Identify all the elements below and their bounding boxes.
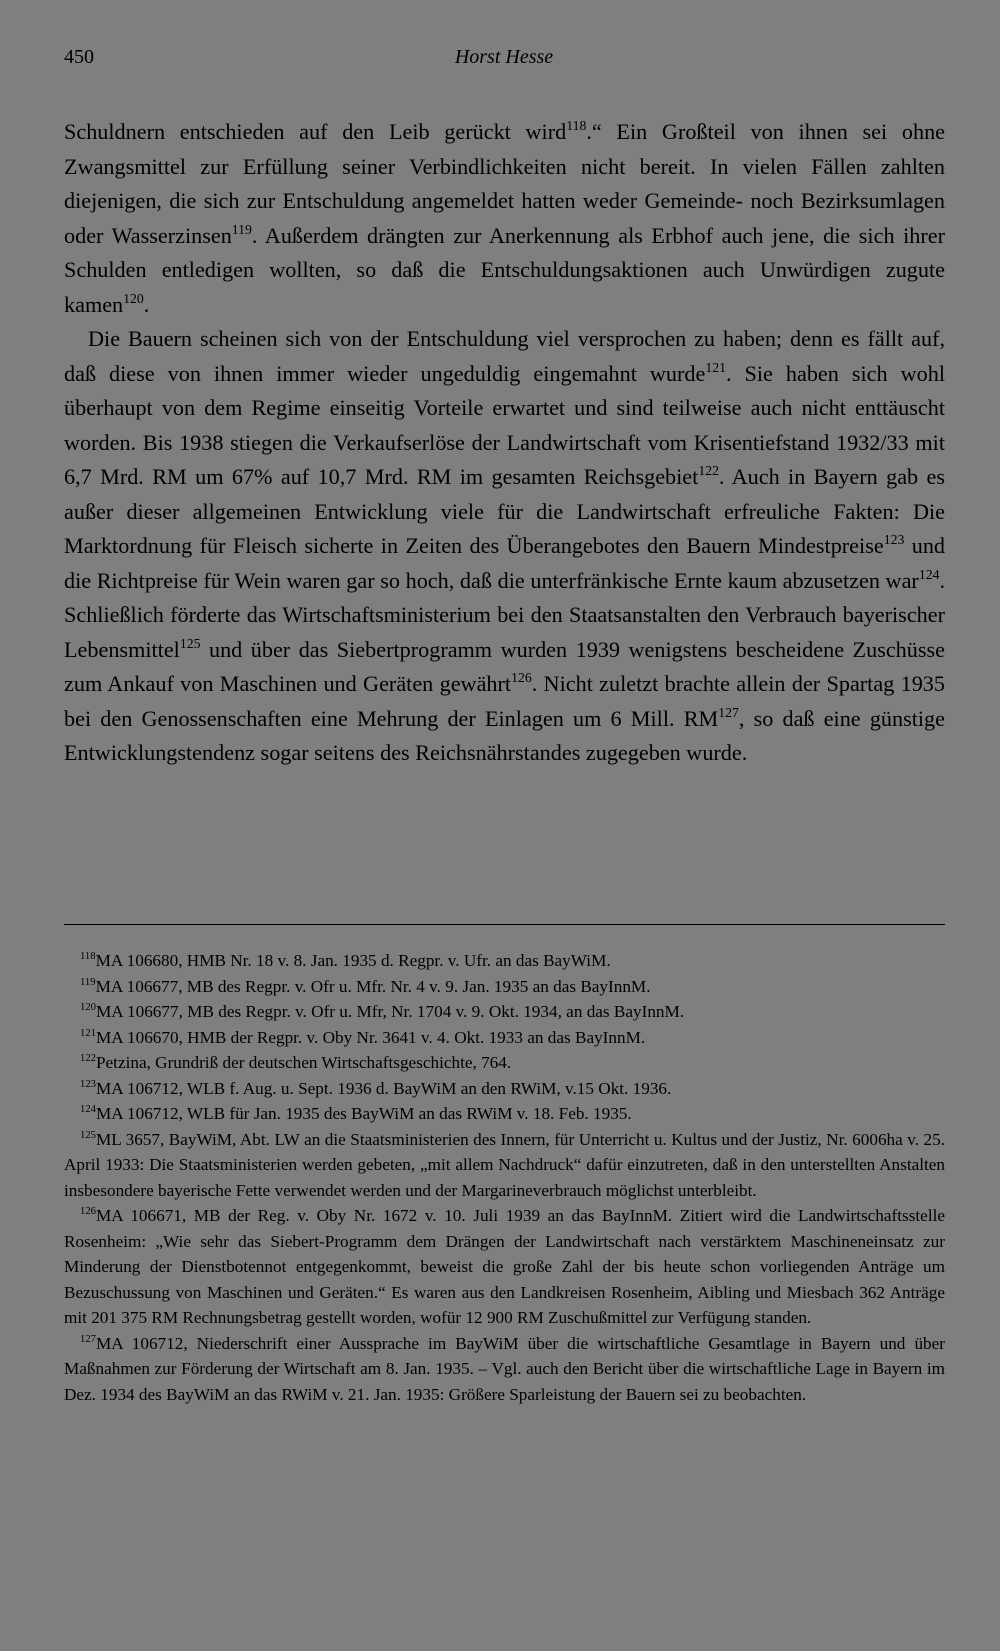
footnote-ref-121: 121 [705,359,726,375]
footnote-divider [64,924,945,925]
body-text [64,115,945,771]
footnote-ref-122: 122 [698,463,719,479]
footnote-ref-124: 124 [918,566,940,582]
footnotes [64,948,945,1407]
page-number: 450 [64,46,94,68]
footnote-126: $^{126}$MA 106671, MB der Reg. v. Oby Nr. 1672 v. 10. Juli 1939 an das BayInnM. Zitiert wird die Landwirtschaftsstelle Rosenheim: „Wie sehr das Siebert-Programm dem Drängen der Landwirtschaft nach verstärktem Maschineneinsatz zur Minderung der Dienstbotennot entgegenkommt, beweist die große Zahl der bis heute schon vorliegenden Anträge um Bezuschussung von Maschinen und Geräten.“ Es waren aus den Landkreisen Rosenheim, Aibling und Miesbach 362 Anträge mit 201 375 RM Rechnungsbetrag gestellt worden, wofür 12 900 RM Zuschußmittel zur Verfügung standen. [64,1206,945,1327]
paragraph-2: Die Bauern scheinen sich von der Entschuldung viel versprochen zu haben; denn es fällt auf, daß diese von ihnen immer wieder ungeduldig eingemahnt wurde$^{121}$. Sie haben sich wohl überhaupt von dem Regime einseitig Vorteile erwartet und sind teilweise auch nicht enttäuscht worden. Bis 1938 stiegen die Verkaufserlöse der Landwirtschaft vom Krisentiefstand 1932/33 mit 6,7 Mrd. RM um 67% auf 10,7 Mrd. RM im gesamten Reichsgebiet$^{122}$. Auch in Bayern gab es außer dieser allgemeinen Entwicklung viele für die Landwirtschaft erfreuliche Fakten: Die Marktordnung für Fleisch sicherte in Zeiten des Überangebotes den Bauern Mindestpreise$^{123}$ und die Richtpreise für Wein waren gar so hoch, daß die unterfränkische Ernte kaum abzusetzen war$^{124}$. Schließlich förderte das Wirtschaftsministerium bei den Staatsanstalten den Verbrauch bayerischer Lebensmittel$^{125}$ und über das Siebertprogramm wurden 1939 wenigstens bescheidene Zuschüsse zum Ankauf von Maschinen und Geräten gewährt$^{126}$. Nicht zuletzt brachte allein der Spartag 1935 bei den Genossenschaften eine Mehrung der Einlagen um 6 Mill. RM$^{127}$, so daß eine günstige Entwicklungstendenz sogar seitens des Reichsnährstandes zugegeben wurde. [64,326,946,765]
footnote-ref-123: 123 [883,532,905,548]
footnote-ref-118: 118 [566,118,587,134]
footnote-ref-125: 125 [179,635,201,651]
footnote-127: $^{127}$MA 106712, Niederschrift einer Aussprache im BayWiM über die wirtschaftliche Gesamtlage in Bayern und über Maßnahmen zur Förderung der Wirtschaft am 8. Jan. 1935. – Vgl. auch den Bericht über die wirtschaftliche Lage in Bayern im Dez. 1934 des BayWiM an das RWiM v. 21. Jan. 1935: Größere Sparleistung der Bauern sei zu beobachten. [64,1333,945,1404]
paragraph-1: Schuldnern entschieden auf den Leib gerückt wird$^{118}$.“ Ein Großteil von ihnen sei ohne Zwangsmittel zur Erfüllung seiner Verbindlichkeiten nicht bereit. In vielen Fällen zahlten diejenigen, die sich zur Entschuldung angemeldet hatten weder Gemeinde- noch Bezirksumlagen oder Wasserzinsen$^{119}$. Außerdem drängten zur Anerkennung als Erbhof auch jene, die sich ihrer Schulden entledigen wollten, so daß die Entschuldungsaktionen auch Unwürdigen zugute kamen$^{120}$. [64,118,946,317]
page-header [64,46,944,78]
footnote-122: $^{122}$Petzina, Grundriß der deutschen Wirtschaftsgeschichte, 764. [80,1053,512,1072]
footnote-125: $^{125}$ML 3657, BayWiM, Abt. LW an die Staatsministerien des Innern, für Unterricht u. Kultus und der Justiz, Nr. 6006ha v. 25. April 1933: Die Staatsministerien werden gebeten, „mit allem Nachdruck“ dafür einzutreten, daß in den unterstellten Anstalten insbesondere bayerische Fette verwendet werden und der Margarineverbrauch möglichst unterbleibt. [64,1129,945,1200]
footnote-123: $^{123}$MA 106712, WLB f. Aug. u. Sept. 1936 d. BayWiM an den RWiM, v.15 Okt. 1936. [80,1078,672,1098]
running-head: Horst Hesse [454,46,554,68]
footnote-ref-127: 127 [718,704,739,720]
footnote-119: $^{119}$MA 106677, MB des Regpr. v. Ofr u. Mfr. Nr. 4 v. 9. Jan. 1935 an das BayInnM. [80,976,651,996]
footnote-124: $^{124}$MA 106712, WLB für Jan. 1935 des BayWiM an das RWiM v. 18. Feb. 1935. [80,1104,632,1123]
footnote-ref-119: 119 [231,221,252,237]
footnote-ref-126: 126 [511,670,532,686]
footnote-ref-120: 120 [123,290,144,306]
footnote-121: $^{121}$MA 106670, HMB der Regpr. v. Oby Nr. 3641 v. 4. Okt. 1933 an das BayInnM. [80,1027,646,1047]
footnote-118: $^{118}$MA 106680, HMB Nr. 18 v. 8. Jan. 1935 d. Regpr. v. Ufr. an das BayWiM. [80,951,611,970]
footnote-120: $^{120}$MA 106677, MB des Regpr. v. Ofr u. Mfr, Nr. 1704 v. 9. Okt. 1934, an das BayInnM. [80,1002,685,1021]
